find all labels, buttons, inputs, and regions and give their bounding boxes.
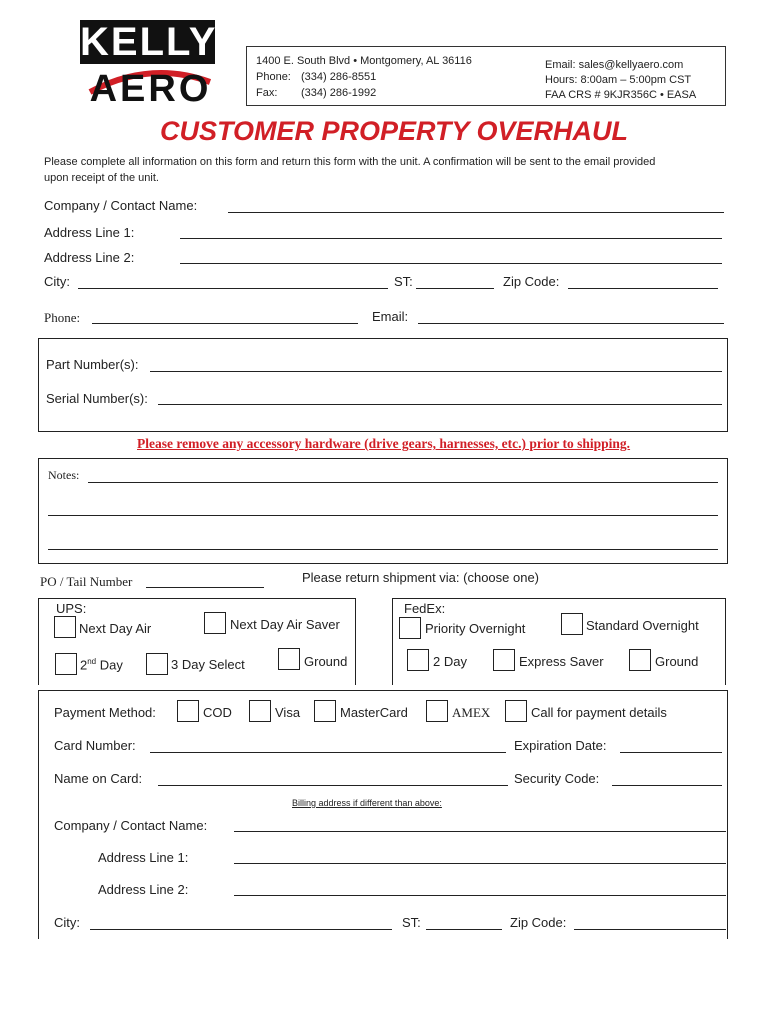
billing-city-field[interactable] <box>90 929 392 930</box>
payment-visa-checkbox[interactable] <box>249 700 271 722</box>
ups-ground-label: Ground <box>304 654 348 669</box>
security-code-label: Security Code: <box>514 771 600 786</box>
company-contact-label: Company / Contact Name: <box>44 198 198 213</box>
intro-text-line-1: Please complete all information on this form and return this form with the unit. A confirmation will be sent to the email provided <box>44 156 656 168</box>
fedex-ground-label: Ground <box>655 654 699 669</box>
payment-visa-label: Visa <box>275 705 301 720</box>
ups-2nd-day-checkbox[interactable] <box>55 653 77 675</box>
billing-state-label: ST: <box>402 915 421 930</box>
notes-line-2[interactable] <box>48 515 718 516</box>
ups-2nd-day-number: 2 <box>80 657 88 673</box>
name-on-card-label: Name on Card: <box>54 771 143 786</box>
header-hours: Hours: 8:00am – 5:00pm CST <box>545 74 692 86</box>
ups-next-day-air-label: Next Day Air <box>79 621 152 636</box>
billing-address-line-1-field[interactable] <box>234 863 726 864</box>
card-number-field[interactable] <box>150 752 506 753</box>
expiration-date-label: Expiration Date: <box>514 738 607 753</box>
part-serial-box <box>38 338 728 432</box>
po-tail-label: PO / Tail Number <box>40 574 133 589</box>
ups-2nd-day-sup: nd <box>87 657 97 666</box>
part-number-label: Part Number(s): <box>46 357 139 372</box>
payment-box <box>38 690 728 939</box>
zip-label: Zip Code: <box>503 274 560 289</box>
phone-field[interactable] <box>92 323 358 324</box>
header-faa: FAA CRS # 9KJR356C • EASA <box>545 89 697 101</box>
address-line-2-field[interactable] <box>180 263 722 264</box>
payment-amex-checkbox[interactable] <box>426 700 448 722</box>
header-email: Email: sales@kellyaero.com <box>545 59 684 71</box>
fedex-priority-overnight-label: Priority Overnight <box>425 621 526 636</box>
logo-top-text: KELLY <box>80 20 218 64</box>
header-address: 1400 E. South Blvd • Montgomery, AL 36116 <box>256 55 472 67</box>
ups-3-day-select-checkbox[interactable] <box>146 653 168 675</box>
fedex-express-saver-checkbox[interactable] <box>493 649 515 671</box>
notes-label: Notes: <box>48 468 80 482</box>
state-field[interactable] <box>416 288 494 289</box>
part-number-field[interactable] <box>150 371 722 372</box>
expiration-date-field[interactable] <box>620 752 722 753</box>
serial-number-label: Serial Number(s): <box>46 391 148 406</box>
email-field[interactable] <box>418 323 724 324</box>
payment-mastercard-label: MasterCard <box>340 705 408 720</box>
payment-call-checkbox[interactable] <box>505 700 527 722</box>
address-line-1-label: Address Line 1: <box>44 225 135 240</box>
billing-zip-label: Zip Code: <box>510 915 567 930</box>
payment-mastercard-checkbox[interactable] <box>314 700 336 722</box>
ups-2nd-day-label <box>80 657 123 672</box>
fedex-priority-overnight-checkbox[interactable] <box>399 617 421 639</box>
billing-address-line-2-label: Address Line 2: <box>98 882 189 897</box>
billing-address-note: Billing address if different than above: <box>292 798 442 808</box>
payment-method-label: Payment Method: <box>54 705 156 720</box>
billing-company-field[interactable] <box>234 831 726 832</box>
page-title: CUSTOMER PROPERTY OVERHAUL <box>159 116 629 146</box>
fedex-title: FedEx: <box>404 601 446 616</box>
payment-amex-label: AMEX <box>452 705 491 720</box>
po-tail-field[interactable] <box>146 587 264 588</box>
company-contact-field[interactable] <box>228 212 724 213</box>
payment-cod-checkbox[interactable] <box>177 700 199 722</box>
ups-next-day-air-saver-label: Next Day Air Saver <box>230 617 340 632</box>
ups-next-day-air-checkbox[interactable] <box>54 616 76 638</box>
intro-text-line-2: upon receipt of the unit. <box>44 172 159 184</box>
ups-title: UPS: <box>56 601 87 616</box>
fedex-standard-overnight-checkbox[interactable] <box>561 613 583 635</box>
header-phone: (334) 286-8551 <box>301 71 377 83</box>
logo-bottom-text: AERO <box>89 68 212 110</box>
phone-label: Phone: <box>44 310 81 325</box>
billing-company-label: Company / Contact Name: <box>54 818 208 833</box>
ups-next-day-air-saver-checkbox[interactable] <box>204 612 226 634</box>
fedex-2-day-checkbox[interactable] <box>407 649 429 671</box>
shipment-instruction: Please return shipment via: (choose one) <box>302 570 540 585</box>
serial-number-field[interactable] <box>158 404 722 405</box>
city-field[interactable] <box>78 288 388 289</box>
notes-line-1[interactable] <box>88 482 718 483</box>
billing-city-label: City: <box>54 915 80 930</box>
billing-address-line-2-field[interactable] <box>234 895 726 896</box>
ups-ground-checkbox[interactable] <box>278 648 300 670</box>
billing-zip-field[interactable] <box>574 929 726 930</box>
address-line-2-label: Address Line 2: <box>44 250 135 265</box>
header-fax: (334) 286-1992 <box>301 87 377 99</box>
fedex-standard-overnight-label: Standard Overnight <box>586 618 699 633</box>
billing-address-line-1-label: Address Line 1: <box>98 850 189 865</box>
address-line-1-field[interactable] <box>180 238 722 239</box>
notes-line-3[interactable] <box>48 549 718 550</box>
fedex-express-saver-label: Express Saver <box>519 654 604 669</box>
ups-2nd-day-suffix: Day <box>99 657 123 673</box>
email-label: Email: <box>372 309 409 324</box>
name-on-card-field[interactable] <box>158 785 508 786</box>
ups-3-day-select-label: 3 Day Select <box>171 657 245 672</box>
security-code-field[interactable] <box>612 785 722 786</box>
shipping-warning: Please remove any accessory hardware (drive gears, harnesses, etc.) prior to shipping. <box>137 436 631 451</box>
city-label: City: <box>44 274 70 289</box>
header-fax-label: Fax: <box>256 87 278 99</box>
billing-state-field[interactable] <box>426 929 502 930</box>
zip-field[interactable] <box>568 288 718 289</box>
fedex-2-day-label: 2 Day <box>433 654 467 669</box>
fedex-ground-checkbox[interactable] <box>629 649 651 671</box>
state-label: ST: <box>394 274 413 289</box>
card-number-label: Card Number: <box>54 738 136 753</box>
payment-call-label: Call for payment details <box>531 705 667 720</box>
payment-cod-label: COD <box>203 705 232 720</box>
header-phone-label: Phone: <box>256 71 291 83</box>
kelly-aero-logo <box>80 20 218 110</box>
